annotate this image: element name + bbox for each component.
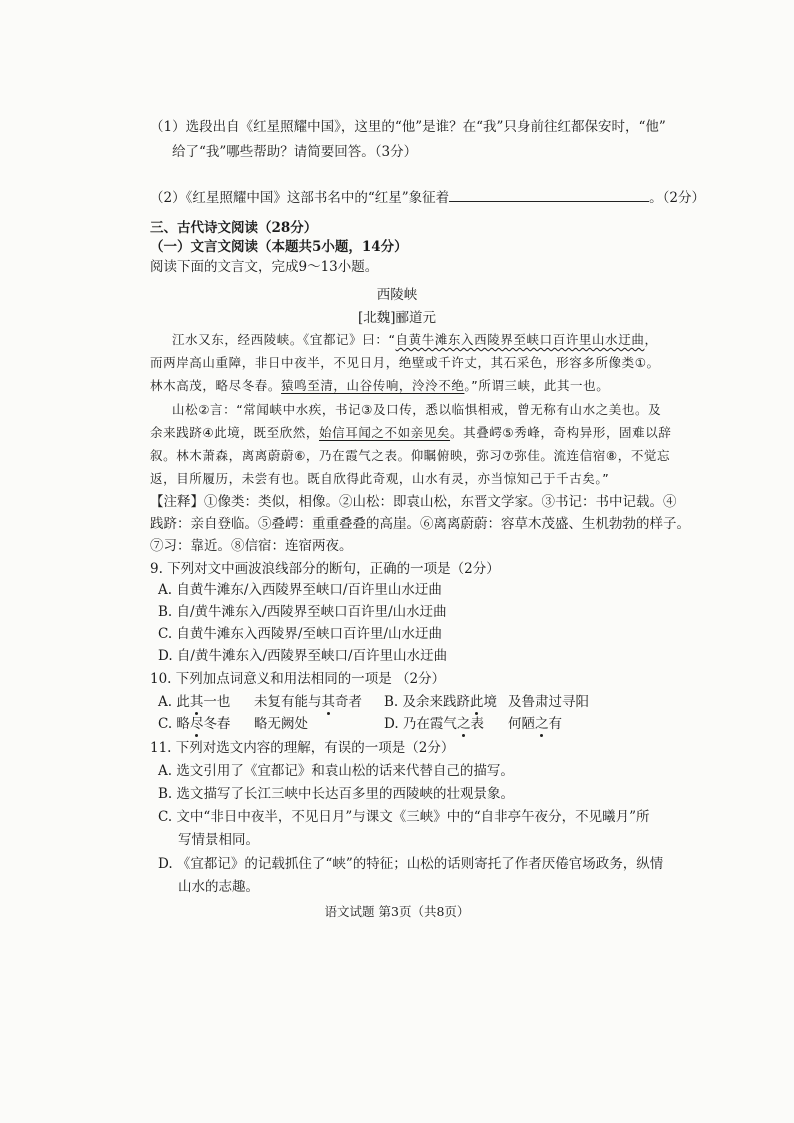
text-span: 未复有能与 — [254, 694, 322, 710]
text-span: 有 — [548, 716, 562, 732]
dotted-word: 之 — [456, 716, 471, 732]
passage-p1-line2: 而两岸高山重障，非日中夜半，不见日月，绝壁或千许丈，其石采色，形容多所像类①。 — [150, 355, 660, 370]
passage-author: [北魏]郦道元 — [357, 310, 437, 326]
q-prev-part2-prefix: （2）《红星照耀中国》这部书名中的“红星”象征着 — [150, 190, 450, 206]
passage-p2-line3: 叙。林木萧森，离离蔚蔚⑥，乃在霞气之表。仰瞩俯映，弥习⑦弥佳。流连信宿⑧，不觉忘 — [150, 448, 671, 463]
q11-option-a[interactable]: A. 选文引用了《宜都记》和袁山松的话来代替自己的描写。 — [158, 763, 514, 779]
q9-stem: 9. 下列对文中画波浪线部分的断句，正确的一项是（2分） — [150, 561, 500, 577]
page-footer: 语文试题 第3页（共8页） — [324, 904, 470, 919]
passage-p2-line4: 返，目所履历，未尝有也。既自欣得此奇观，山水有灵，亦当惊知己于千古矣。” — [150, 471, 610, 486]
q10-option-a-pair — [254, 693, 362, 711]
section-title: 三、古代诗文阅读（28分） — [150, 220, 318, 236]
q-prev-part2 — [150, 189, 705, 207]
notes-line3: ⑦习：靠近。⑧信宿：连宿两夜。 — [150, 538, 353, 554]
text-span: C. 略 — [158, 716, 190, 732]
text-span: 林木高茂，略尽冬春。 — [150, 378, 282, 393]
q10-option-c-pair: 略无阙处 — [254, 716, 308, 732]
q-prev-part1-line1: （1）选段出自《红星照耀中国》，这里的“他”是谁？在“我”只身前往红都保安时，“他” — [150, 119, 666, 135]
q10-option-d-pair — [508, 715, 562, 733]
underlined-sentence: 始信耳闻之不如亲见矣 — [319, 425, 451, 440]
text-span: 奇者 — [335, 694, 362, 710]
text-span: 何陋 — [508, 716, 535, 732]
text-span: 。”所谓三峡，此其一也。 — [464, 378, 610, 393]
text-span: 江水又东，经西陵峡。《宜都记》曰：“ — [172, 332, 396, 347]
passage-p1-line3 — [150, 377, 609, 395]
text-span: A. 此 — [158, 694, 190, 710]
q-prev-part2-suffix: 。（2分） — [649, 190, 705, 206]
q11-option-d-line1[interactable]: D. 《宜都记》的记载抓住了“峡”的特征；山松的话则寄托了作者厌倦官场政务，纵情 — [158, 856, 664, 872]
text-span: D. 乃在霞气 — [384, 716, 457, 732]
text-span: 冬春 — [203, 716, 231, 732]
text-span: 余来践跻④此境，既至欣然， — [150, 425, 320, 440]
q9-option-c[interactable]: C. 自黄牛滩东入西陵界/至峡口百许里/山水迂曲 — [158, 626, 443, 642]
passage-title: 西陵峡 — [376, 287, 418, 303]
text-span: 表 — [470, 716, 484, 732]
answer-blank[interactable] — [449, 189, 649, 202]
q10-stem: 10. 下列加点词意义和用法相同的一项是 （2分） — [150, 671, 446, 687]
dotted-word: 尽 — [189, 716, 204, 732]
text-span: ， — [644, 332, 658, 347]
passage-p2-line1: 山松②言：“常闻峡中水疾，书记③及口传，悉以临惧相戒，曾无称有山水之美也。及 — [172, 402, 662, 417]
q10-option-a[interactable] — [158, 693, 230, 711]
section-instruction: 阅读下面的文言文，完成9～13小题。 — [150, 259, 379, 275]
dotted-word: 其 — [189, 694, 204, 710]
q-prev-part1-line2: 给了“我”哪些帮助？请简要回答。（3分） — [172, 144, 418, 160]
q10-option-b-pair: 及鲁肃过寻阳 — [508, 694, 589, 710]
text-span: 境 — [483, 694, 498, 710]
text-span: B. 及余来践跻 — [384, 694, 471, 710]
notes-line2: 践跻：亲自登临。⑤叠崿：重重叠叠的高崖。⑥离离蔚蔚：容草木茂盛、生机勃勃的样子。 — [150, 516, 690, 532]
notes-line1: 【注释】①像类：类似，相像。②山松：即袁山松，东晋文学家。③书记：书中记载。④ — [150, 494, 677, 510]
underlined-sentence: 猿鸣至清，山谷传响，泠泠不绝 — [281, 378, 465, 393]
q9-option-a[interactable]: A. 自黄牛滩东/入西陵界至峡口/百许里山水迂曲 — [158, 582, 442, 598]
text-span: 一也 — [203, 694, 231, 710]
q10-option-b[interactable] — [384, 693, 497, 711]
subsection-title: （一）文言文阅读（本题共5小题，14分） — [150, 239, 408, 255]
q10-option-d[interactable] — [384, 715, 484, 733]
passage-p1-line1 — [172, 331, 658, 349]
dotted-word: 此 — [470, 694, 484, 710]
text-span: 。其叠崿⑤秀峰，奇构异形，固难以辞 — [450, 425, 672, 440]
dotted-word: 其 — [321, 694, 335, 710]
passage-p2-line2 — [150, 424, 671, 442]
q11-option-c-line1[interactable]: C. 文中“非日中夜半，不见日月”与课文《三峡》中的“自非亭午夜分，不见曦月”所 — [158, 809, 650, 825]
wavy-underlined-sentence: 自黄牛滩东入西陵界至峡口百许里山水迂曲 — [395, 332, 645, 347]
q10-option-c[interactable] — [158, 715, 230, 733]
q9-option-b[interactable]: B. 自/黄牛滩东入/西陵界至峡口百许里/山水迂曲 — [158, 604, 447, 620]
q11-option-b[interactable]: B. 选文描写了长江三峡中长达百多里的西陵峡的壮观景象。 — [158, 786, 515, 802]
q11-option-d-line2: 山水的志趣。 — [178, 879, 259, 895]
q9-option-d[interactable]: D. 自/黄牛滩东入/西陵界至峡口/百许里山水迂曲 — [158, 648, 448, 664]
q11-stem: 11. 下列对选文内容的理解，有误的一项是（2分） — [150, 740, 455, 756]
dotted-word: 之 — [535, 716, 549, 732]
q11-option-c-line2: 写情景相同。 — [178, 832, 259, 848]
